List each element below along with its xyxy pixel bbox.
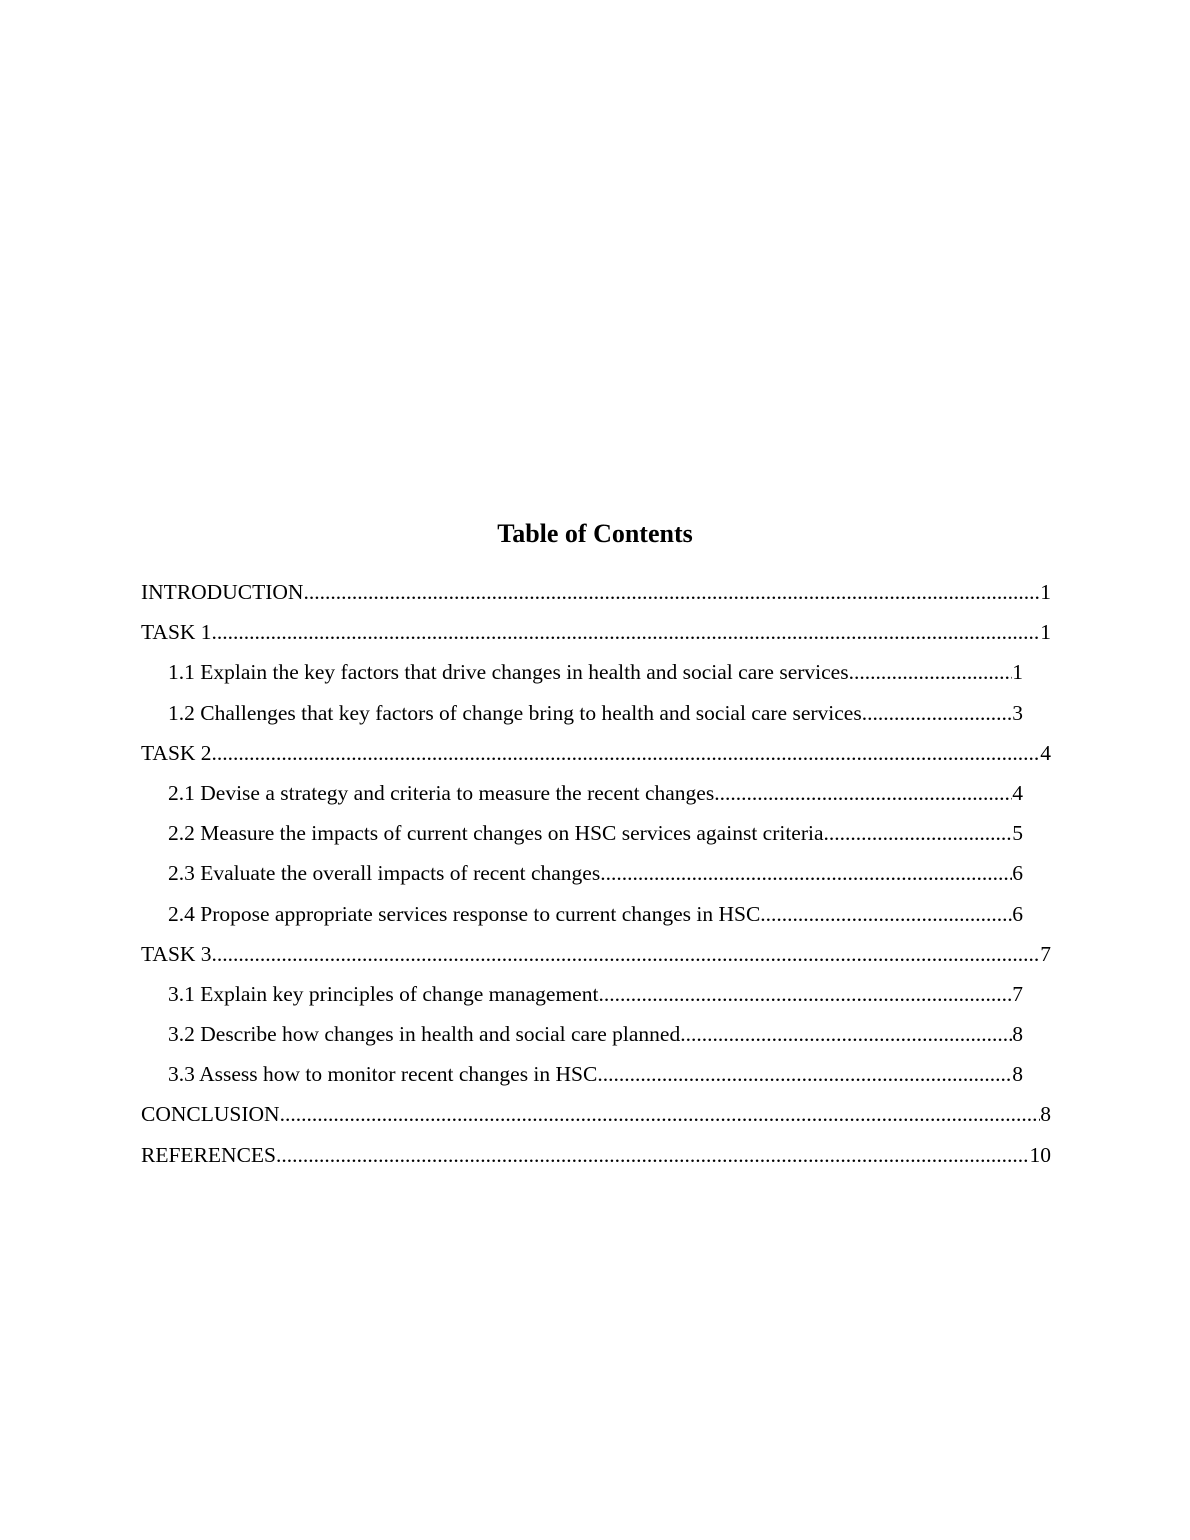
toc-entry-text: 3.2 Describe how changes in health and social care planned [168, 1022, 681, 1047]
toc-entry[interactable] [141, 693, 1023, 733]
toc-entry[interactable] [141, 773, 1023, 813]
toc-page-number: 7 [1040, 941, 1051, 966]
toc-page-number: 1 [1012, 660, 1023, 685]
toc-entry-text: CONCLUSION [141, 1102, 280, 1127]
toc-dot-leader [212, 934, 1041, 974]
toc-entry[interactable] [141, 853, 1023, 893]
toc-dot-leader [714, 773, 1012, 813]
toc-page-number: 1 [1040, 580, 1051, 604]
toc-page-number: 1 [1040, 620, 1051, 645]
toc-entry-text: 2.4 Propose appropriate services response to current changes in HSC [168, 901, 761, 926]
toc-entry-text: 3.1 Explain key principles of change management [168, 981, 599, 1006]
toc-entry[interactable] [141, 1054, 1023, 1094]
toc-page-number: 6 [1012, 901, 1023, 926]
toc-dot-leader [680, 1014, 1012, 1054]
toc-entry[interactable] [141, 974, 1023, 1014]
toc-page-number: 3 [1012, 700, 1023, 725]
toc-page-number: 8 [1040, 1102, 1051, 1127]
toc-entry-text: 1.1 Explain the key factors that drive changes in health and social care services [168, 660, 849, 685]
toc-entry-text: 2.1 Devise a strategy and criteria to measure the recent changes [168, 780, 715, 805]
toc-dot-leader [280, 1094, 1041, 1134]
toc-entry[interactable] [141, 612, 1051, 652]
toc-dot-leader [303, 572, 1040, 612]
toc-dot-leader [212, 733, 1041, 773]
toc-entry[interactable] [141, 1135, 1051, 1175]
toc-entry[interactable] [141, 733, 1051, 773]
toc-list [141, 572, 1051, 1175]
toc-entry-text: REFERENCES [141, 1142, 276, 1167]
toc-title: Table of Contents [497, 519, 693, 548]
toc-entry[interactable] [141, 934, 1051, 974]
toc-dot-leader [276, 1135, 1030, 1175]
toc-entry[interactable] [141, 1094, 1051, 1134]
toc-entry[interactable] [141, 813, 1023, 853]
toc-dot-leader [862, 693, 1013, 733]
toc-entry[interactable] [141, 1014, 1023, 1054]
toc-dot-leader [597, 1054, 1012, 1094]
toc-page-number: 7 [1012, 981, 1023, 1006]
toc-entry-text: 1.2 Challenges that key factors of change bring to health and social care services [168, 700, 862, 725]
toc-dot-leader [760, 894, 1012, 934]
toc-page-number: 10 [1029, 1142, 1051, 1167]
toc-entry[interactable] [141, 652, 1023, 692]
toc-entry[interactable] [141, 894, 1023, 934]
toc-dot-leader [212, 612, 1041, 652]
toc-entry-text: TASK 3 [141, 941, 212, 966]
toc-dot-leader [598, 974, 1012, 1014]
toc-entry-text: TASK 2 [141, 740, 212, 765]
toc-page-number: 5 [1012, 821, 1023, 846]
toc-entry-text: 2.2 Measure the impacts of current changes on HSC services against criteria [168, 821, 824, 846]
toc-entry-text: 3.3 Assess how to monitor recent changes in HSC [168, 1062, 598, 1087]
toc-entry[interactable] [141, 572, 1051, 612]
toc-page-number: 8 [1012, 1022, 1023, 1047]
toc-dot-leader [849, 652, 1013, 692]
toc-page-number: 8 [1012, 1062, 1023, 1087]
toc-entry-text: 2.3 Evaluate the overall impacts of recent changes [168, 861, 601, 886]
toc-page-number: 6 [1012, 861, 1023, 886]
toc-dot-leader [824, 813, 1013, 853]
toc-dot-leader [600, 853, 1012, 893]
toc-entry-text: TASK 1 [141, 620, 212, 645]
toc-page-number: 4 [1040, 740, 1051, 765]
toc-entry-text: INTRODUCTION [141, 580, 304, 604]
toc-page-number: 4 [1012, 780, 1023, 805]
